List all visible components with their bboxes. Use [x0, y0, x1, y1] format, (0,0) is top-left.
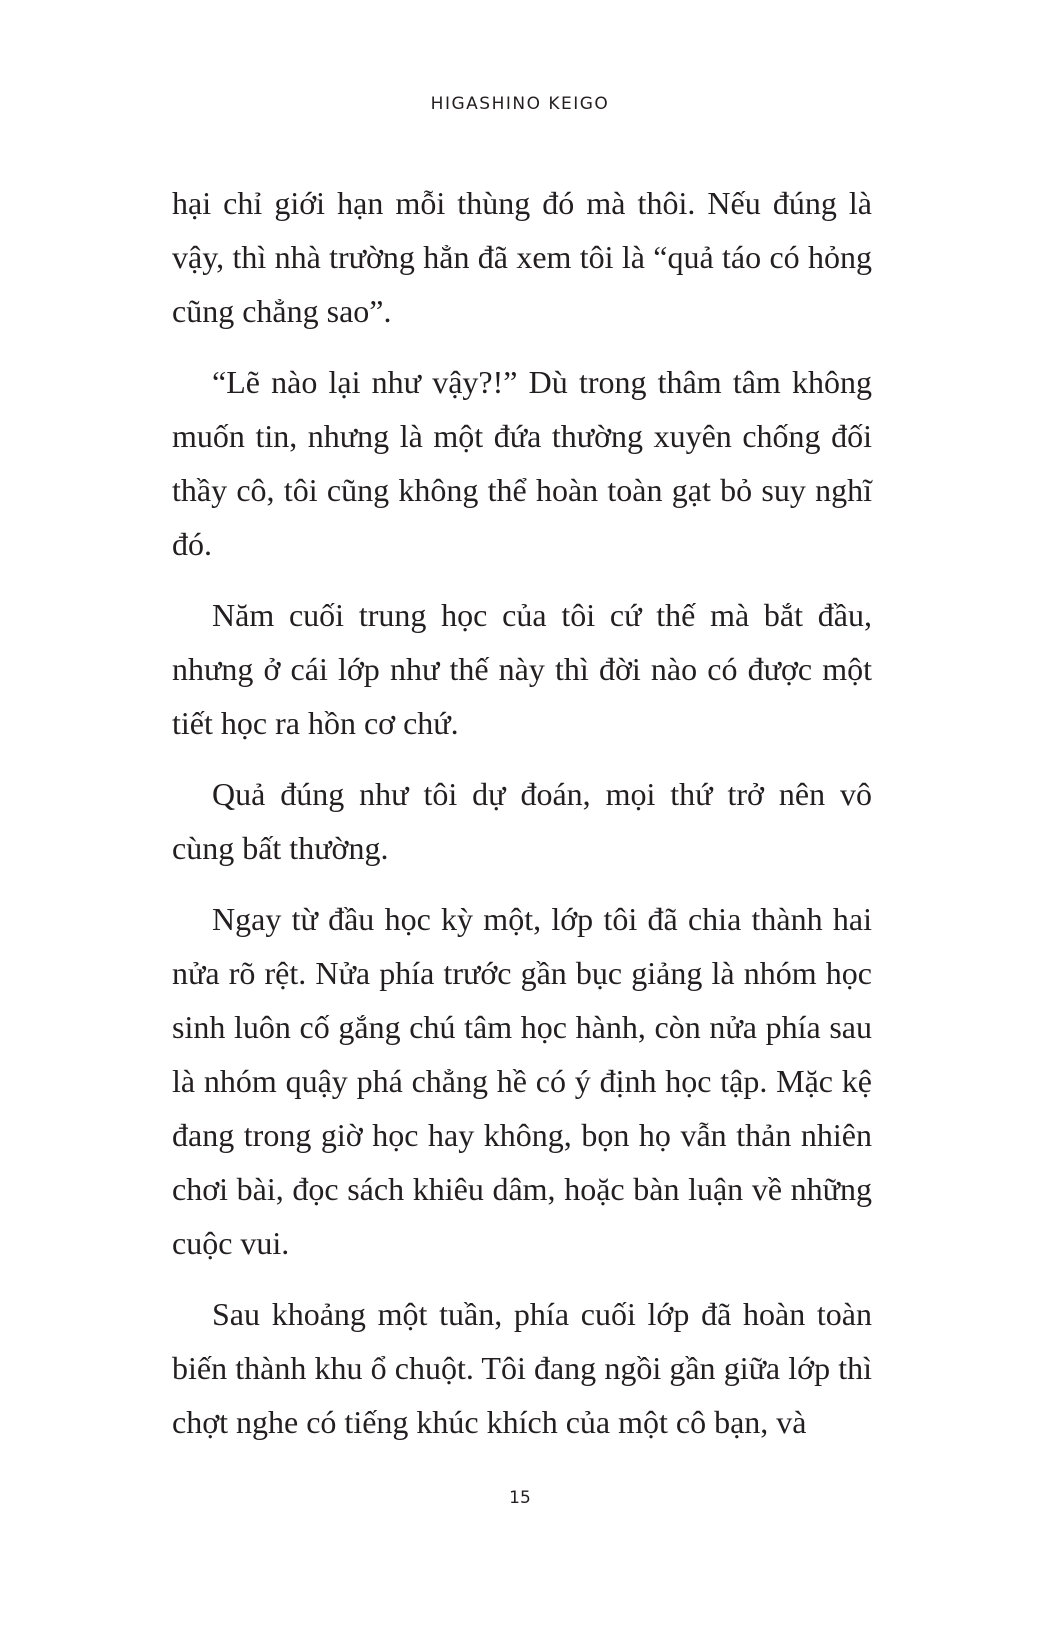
paragraph: Quả đúng như tôi dự đoán, mọi thứ trở nên vô cùng bất thường. — [172, 776, 872, 866]
paragraph: Ngay từ đầu học kỳ một, lớp tôi đã chia thành hai nửa rõ rệt. Nửa phía trước gần bục giảng là nhóm học sinh luôn cố gắng chú tâm học hành, còn nửa phía sau là nhóm quậy phá chẳng hề có ý định học tập. Mặc kệ đang trong giờ học hay không, bọn họ vẫn thản nhiên chơi bài, đọc sách khiêu dâm, hoặc bàn luận về những cuộc vui. — [172, 901, 872, 1261]
running-header: HIGASHINO KEIGO — [430, 94, 610, 114]
body-text — [172, 176, 872, 1466]
paragraph: Năm cuối trung học của tôi cứ thế mà bắt đầu, nhưng ở cái lớp như thế này thì đời nào có được một tiết học ra hồn cơ chứ. — [172, 597, 872, 741]
paragraph: Sau khoảng một tuần, phía cuối lớp đã hoàn toàn biến thành khu ổ chuột. Tôi đang ngồi gần giữa lớp thì chợt nghe có tiếng khúc khích của một cô bạn, và — [172, 1296, 872, 1440]
page-number: 15 — [509, 1488, 531, 1508]
paragraph: “Lẽ nào lại như vậy?!” Dù trong thâm tâm không muốn tin, nhưng là một đứa thường xuyên chống đối thầy cô, tôi cũng không thể hoàn toàn gạt bỏ suy nghĩ đó. — [172, 364, 872, 562]
paragraph: hại chỉ giới hạn mỗi thùng đó mà thôi. Nếu đúng là vậy, thì nhà trường hẳn đã xem tôi là “quả táo có hỏng cũng chẳng sao”. — [172, 185, 872, 329]
